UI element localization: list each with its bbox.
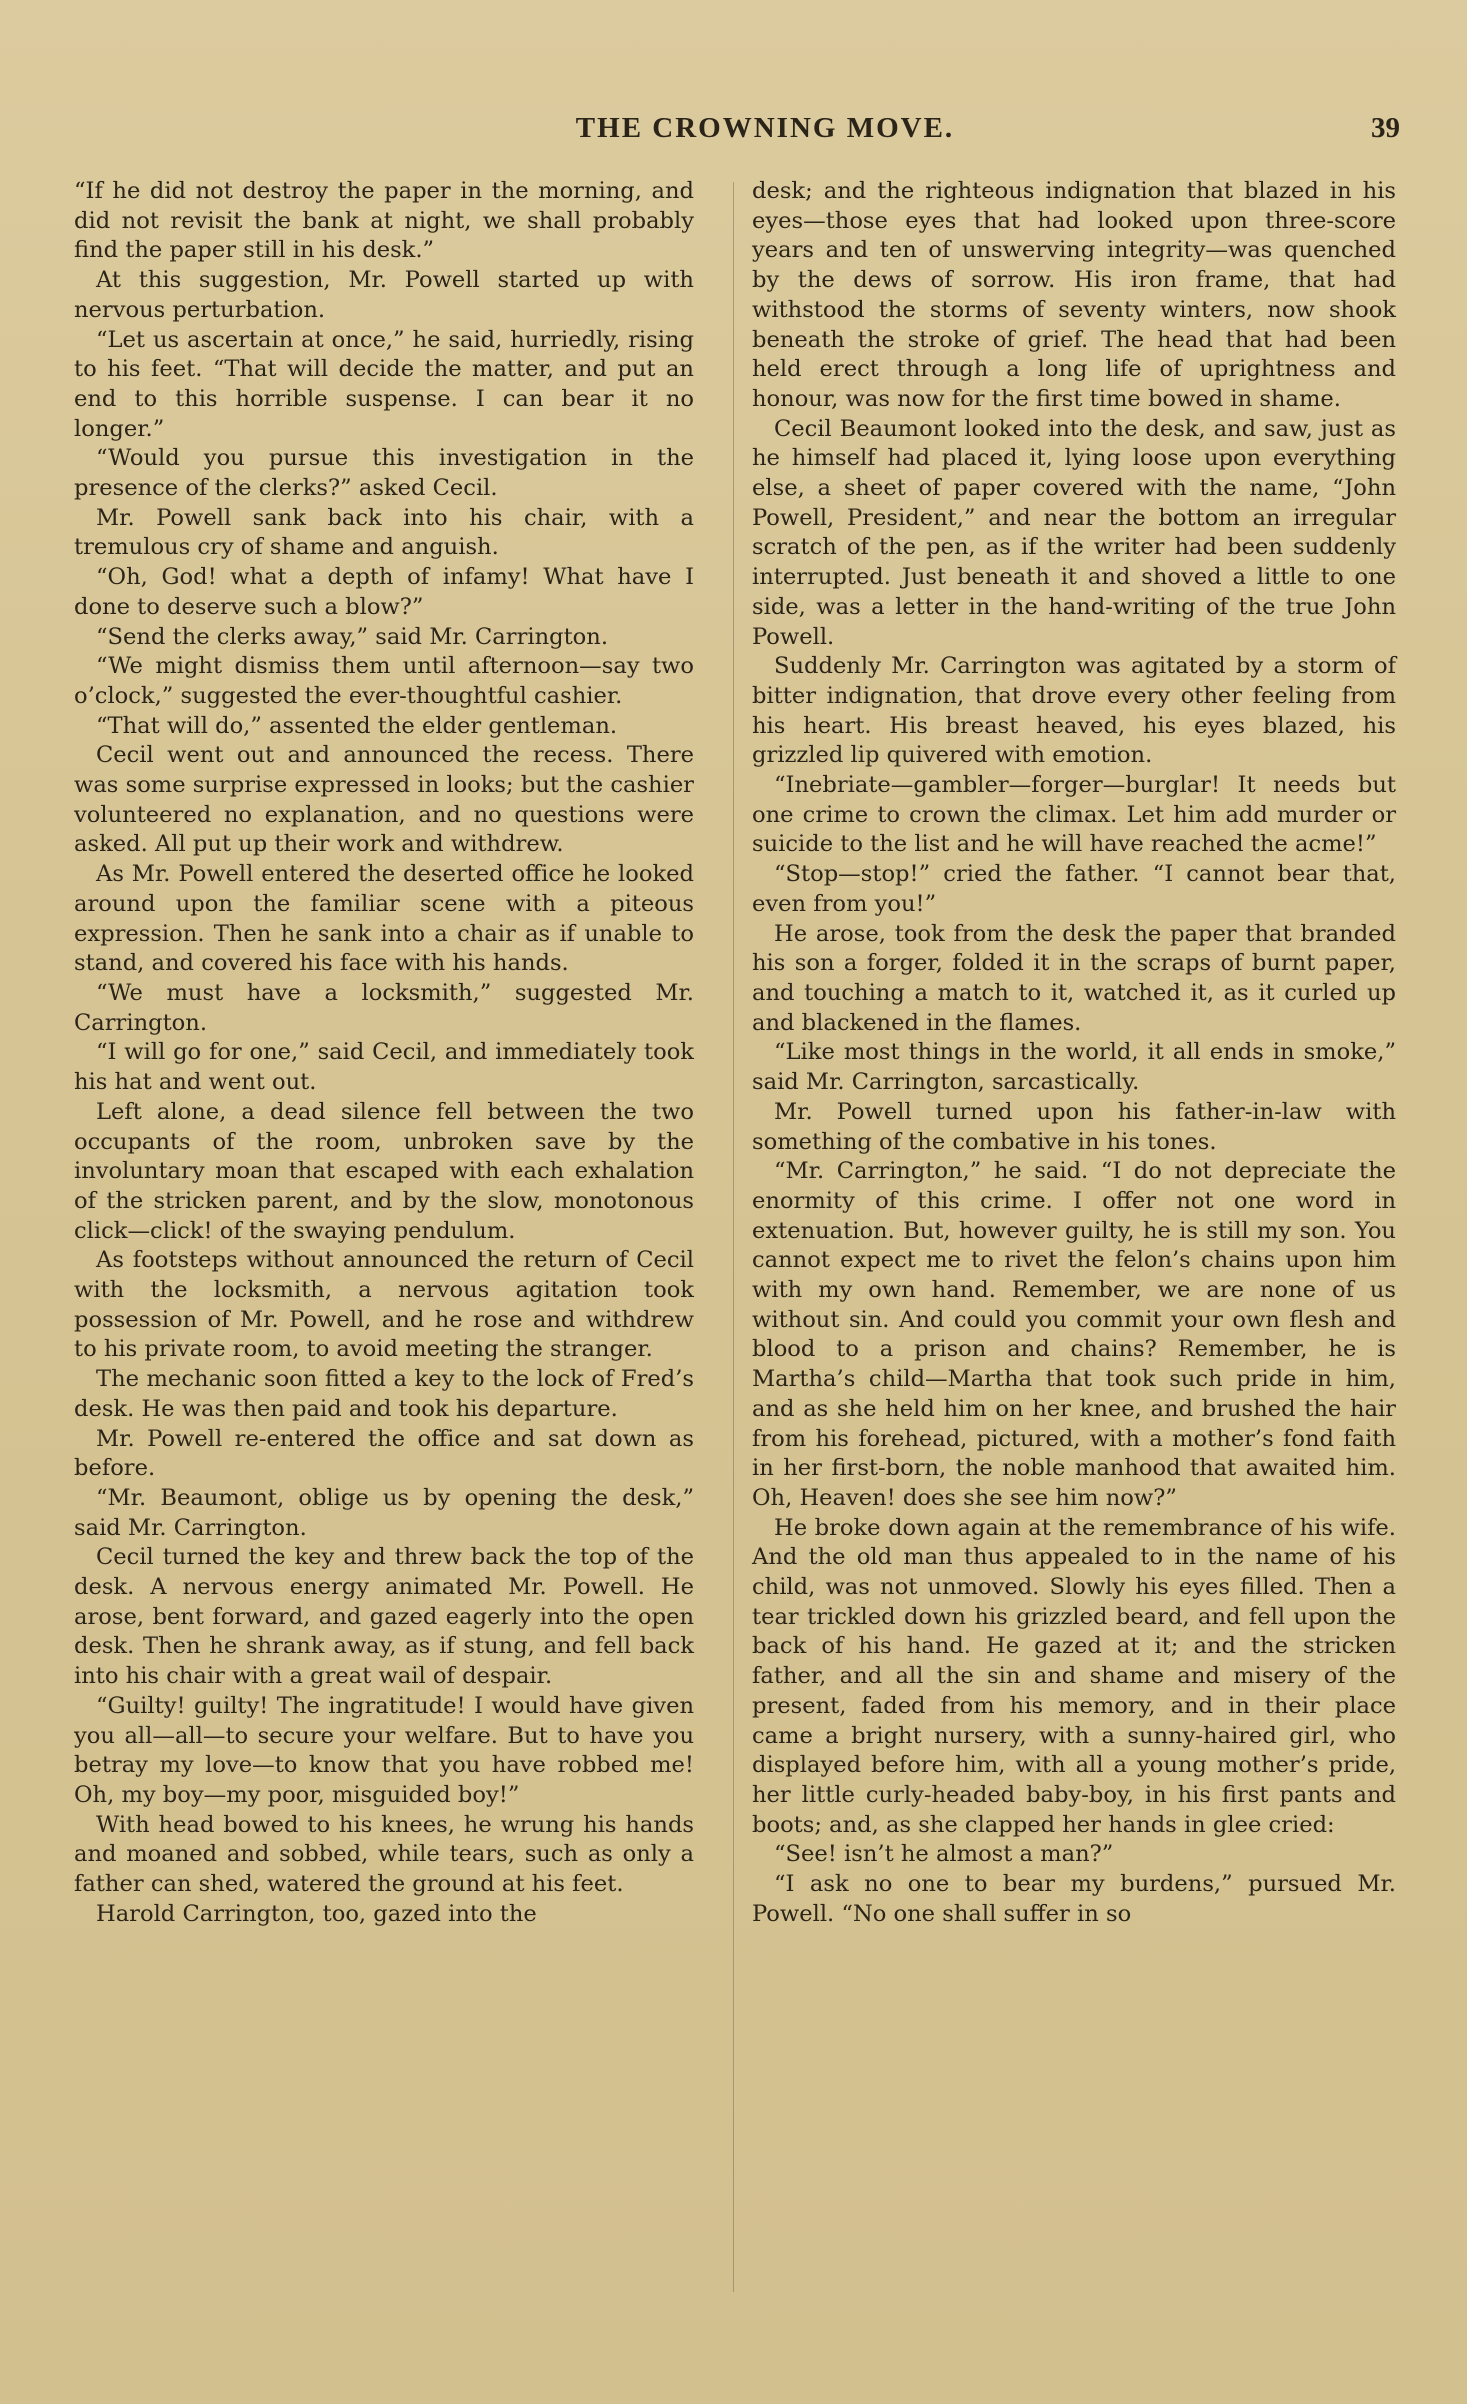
running-title: THE CROWNING MOVE. [575,112,955,144]
paragraph: “See! isn’t he almost a man?” [774,1841,1114,1868]
paragraph: “We must have a locksmith,” suggested Mr. Carrington. [74,979,694,1036]
paragraph: Cecil went out and announced the recess. There was some surprise expressed in looks; but the cashier volunteered no explanation, and no questions were asked. All put up their work and withdrew. [74,742,694,858]
paragraph: Mr. Powell turned upon his father-in-law with something of the combative in his tones. [752,1098,1396,1155]
left-column [74,177,694,1929]
paragraph: Mr. Powell sank back into his chair, with a tremulous cry of shame and anguish. [74,504,694,561]
paragraph: desk; and the righteous indignation that blazed in his eyes—those eyes that had looked upon three-score years and ten of unswerving integrity—was quenched by the dews of sorrow. His iron frame, that had withstood the storms of seventy winters, now shook beneath the stroke of grief. The head that had been held erect through a long life of uprightness and honour, was now for the first time bowed in shame. [752,178,1396,412]
paragraph: “Stop—stop!” cried the father. “I cannot bear that, even from you!” [752,861,1396,917]
paragraph: At this suggestion, Mr. Powell started up with nervous perturbation. [74,267,694,323]
right-column [752,177,1396,1929]
paragraph: “Mr. Beaumont, oblige us by opening the desk,” said Mr. Carrington. [74,1484,694,1541]
paragraph: “Oh, God! what a depth of infamy! What have I done to deserve such a blow?” [74,564,694,620]
paragraph: As footsteps without announced the return of Cecil with the locksmith, a nervous agitation took possession of Mr. Powell, and he rose and withdrew to his private room, to avoid meeting the stranger. [74,1247,694,1363]
paragraph: “Send the clerks away,” said Mr. Carrington. [96,623,609,650]
paragraph: The mechanic soon fitted a key to the lock of Fred’s desk. He was then paid and took his departure. [74,1366,694,1422]
paragraph: Cecil turned the key and threw back the top of the desk. A nervous energy animated Mr. Powell. He arose, bent forward, and gazed eagerly into the open desk. Then he shrank away, as if stung, and fell back into his chair with a great wail of despair. [74,1544,694,1690]
page-number: 39 [1371,112,1400,144]
paragraph: “Guilty! guilty! The ingratitude! I would have given you all—all—to secure your welfare. But to have you betray my love—to know that you have robbed me! Oh, my boy—my poor, misguided boy!” [74,1692,694,1808]
paragraph: Suddenly Mr. Carrington was agitated by a storm of bitter indignation, that drove every other feeling from his heart. His breast heaved, his eyes blazed, his grizzled lip quivered with emotion. [752,653,1396,769]
paragraph: Left alone, a dead silence fell between the two occupants of the room, unbroken save by the involuntary moan that escaped with each exhalation of the stricken parent, and by the slow, monotonous click—click! of the swaying pendulum. [74,1098,694,1244]
paragraph: “Mr. Carrington,” he said. “I do not depreciate the enormity of this crime. I offer not one word in extenuation. But, however guilty, he is still my son. You cannot expect me to rivet the felon’s chains upon him with my own hand. Remember, we are none of us without sin. And could you commit your own flesh and blood to a prison and chains? Remember, he is Martha’s child—Martha that took such pride in him, and as she held him on her knee, and brushed the hair from his forehead, pictured, with a mother’s fond faith in her first-born, the noble manhood that awaited him. Oh, Heaven! does she see him now?” [752,1158,1396,1511]
paragraph: With head bowed to his knees, he wrung his hands and moaned and sobbed, while tears, such as only a father can shed, watered the ground at his feet. [74,1811,694,1898]
paragraph: Mr. Powell re-entered the office and sat down as before. [74,1425,694,1482]
column-divider [733,182,734,2292]
paragraph: As Mr. Powell entered the deserted office he looked around upon the familiar scene with a piteous expression. Then he sank into a chair as if unable to stand, and covered his face with his hands. [74,861,694,977]
paragraph: “If he did not destroy the paper in the morning, and did not revisit the bank at night, we shall probably find the paper still in his desk.” [74,178,694,264]
paragraph: “That will do,” assented the elder gentleman. [96,712,618,739]
paragraph: He broke down again at the remembrance of his wife. And the old man thus appealed to in the name of his child, was not unmoved. Slowly his eyes filled. Then a tear trickled down his grizzled beard, and fell upon the back of his hand. He gazed at it; and the stricken father, and all the sin and shame and misery of the present, faded from his memory, and in their place came a bright nursery, with a sunny-haired girl, who displayed before him, with all a young mother’s pride, her little curly-headed baby-boy, in his first pants and boots; and, as she clapped her hands in glee cried: [752,1514,1396,1838]
paragraph: “Like most things in the world, it all ends in smoke,” said Mr. Carrington, sarcastically. [752,1039,1396,1096]
paragraph: “I ask no one to bear my burdens,” pursued Mr. Powell. “No one shall suffer in so [752,1871,1396,1927]
paragraph: “I will go for one,” said Cecil, and immediately took his hat and went out. [74,1039,694,1096]
paragraph: “Let us ascertain at once,” he said, hurriedly, rising to his feet. “That will decide the matter, and put an end to this horrible suspense. I can bear it no longer.” [74,326,694,442]
paragraph: Harold Carrington, too, gazed into the [96,1900,537,1927]
paragraph: “Inebriate—gambler—forger—burglar! It needs but one crime to crown the climax. Let him add murder or suicide to the list and he will have reached the acme!” [752,772,1396,858]
paragraph: “We might dismiss them until afternoon—say two o’clock,” suggested the ever-thoughtful cashier. [74,653,694,709]
paragraph: Cecil Beaumont looked into the desk, and saw, just as he himself had placed it, lying loose upon everything else, a sheet of paper covered with the name, “John Powell, President,” and near the bottom an irregular scratch of the pen, as if the writer had been suddenly interrupted. Just beneath it and shoved a little to one side, was a letter in the hand-writing of the true John Powell. [752,415,1396,650]
paragraph: “Would you pursue this investigation in the presence of the clerks?” asked Cecil. [74,445,694,502]
running-head [130,112,1400,152]
paragraph: He arose, took from the desk the paper that branded his son a forger, folded it in the scraps of burnt paper, and touching a match to it, watched it, as it curled up and blackened in the flames. [752,920,1396,1036]
